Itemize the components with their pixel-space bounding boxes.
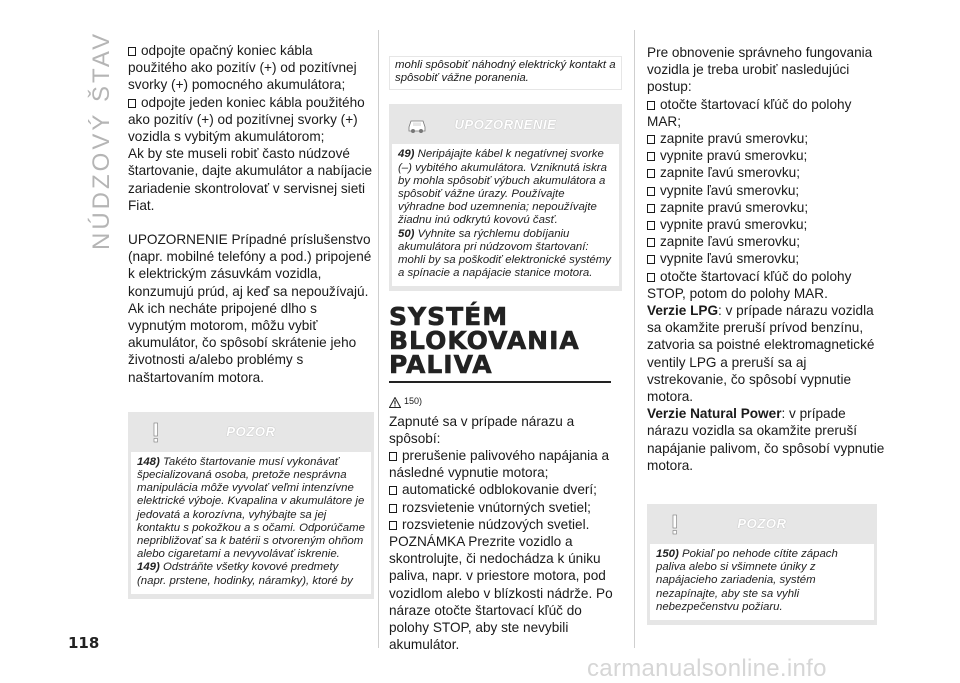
bullet-item: zapnite pravú smerovku; [647, 199, 887, 216]
checkbox-bullet-icon [128, 99, 136, 108]
bullet-item: zapnite pravú smerovku; [647, 130, 887, 147]
checkbox-bullet-icon [647, 204, 655, 213]
checkbox-bullet-icon [647, 221, 655, 230]
checkbox-bullet-icon [647, 187, 655, 196]
bullet-item: prerušenie palivového napájania a následné vypnutie motora; [389, 448, 610, 481]
checkbox-bullet-icon [647, 238, 655, 247]
column-divider-1 [378, 30, 379, 648]
warning-title: POZOR [226, 424, 276, 440]
heading-underline [389, 381, 611, 383]
pozor-warning-box [647, 504, 877, 625]
warning-title: UPOZORNENIE [454, 116, 557, 132]
car-damage-icon [405, 112, 429, 136]
lpg-label: Verzie LPG [647, 303, 719, 319]
column-divider-2 [634, 30, 635, 648]
warning-reference: 150) [389, 393, 622, 410]
bullet-item: odpojte opačný koniec kábla použitého ako pozitív (+) od pozitívnej svorky (+) pomocného akumulátora; [128, 43, 357, 93]
section-heading: SYSTÉM BLOKOVANIA PALIVA [389, 302, 580, 380]
watermark: carmanualsonline.info [587, 655, 827, 682]
upozornenie-warning-box [389, 104, 622, 291]
warning-triangle-icon [389, 397, 401, 408]
warning-body: 150) Pokiaľ po nehode cítite zápach paliva alebo si všimnete úniky z napájacieho zariadenia, systém nezapínajte, aby ste sa vyhli nebezpečenstvu požiaru. [649, 544, 875, 621]
bullet-item: zapnite ľavú smerovku; [647, 164, 887, 181]
warning-body: 49) Neripájajte kábel k negatívnej svorke (–) vybitého akumulátora. Vzniknutá iskra by mohla spôsobiť výbuch akumulátora a spôsobiť vážne úrazy. Používajte výhradne bod uzemnenia; nepoužívajte žiadnu inú odkrytú kovovú časť. 50) Vyhnite sa rýchlemu dobíjaniu akumulátora pri núdzovom štartovaní: mohli by sa poškodiť elektronické systémy a spínacie a napájacie stanice motora. [391, 144, 620, 287]
bullet-item: vypnite ľavú smerovku; [647, 250, 887, 267]
column-3 [647, 44, 887, 625]
chapter-side-title-text: NÚDZOVÝ ŠTAV [88, 30, 115, 250]
exclamation-warning-icon [144, 420, 168, 444]
warning-title: POZOR [737, 516, 787, 532]
warning-body: 148) Takéto štartovanie musí vykonávať špecializovaná osoba, pretože nesprávna manipulácia môže vyvolať veľmi intenzívne elektrické výboje. Kvapalina v akumulátore je jedovatá a korozívna, vyhýbajte sa jej kontaktu s pokožkou a s očami. Odporúčame nepribližovať sa k batérii s otvoreným ohňom alebo cigaretami a nevyvolávať iskrenie. 149) Odstráňte všetky kovové predmety (napr. prstene, hodinky, náramky), ktoré by [130, 452, 372, 595]
warning-header [389, 104, 622, 144]
checkbox-bullet-icon [647, 101, 655, 110]
page-number: 118 [68, 634, 100, 652]
paragraph: Verzie LPG: v prípade nárazu vozidla sa okamžite preruší prívod benzínu, zatvoria sa poistné elektromagnetické ventily LPG a preruší sa aj vstrekovanie, čo spôsobí vypnutie motora. [647, 303, 875, 405]
checkbox-bullet-icon [389, 521, 397, 530]
paragraph: Pre obnovenie správneho fungovania vozidla je treba urobiť nasledujúci postup: [647, 45, 873, 95]
natural-power-label: Verzie Natural Power [647, 406, 782, 422]
warning-header [647, 504, 877, 544]
bullet-item: vypnite pravú smerovku; [647, 216, 887, 233]
paragraph: Ak by ste museli robiť často núdzové štartovanie, dajte akumulátor a nabíjacie zariadenie skontrolovať v servisnej sieti Fiat. [128, 146, 373, 213]
column-2 [389, 56, 622, 653]
checkbox-bullet-icon [647, 152, 655, 161]
bullet-item: odpojte jeden koniec kábla použitého ako pozitív (+) od pozitívnej svorky (+) vozidla s vybitým akumulátorom; [128, 94, 365, 145]
bullet-item: otočte štartovací kľúč do polohy MAR; [647, 96, 852, 129]
checkbox-bullet-icon [389, 486, 397, 495]
checkbox-bullet-icon [647, 273, 655, 282]
bullet-item: otočte štartovací kľúč do polohy STOP, potom do polohy MAR. [647, 268, 852, 301]
warning-continuation: mohli spôsobiť náhodný elektrický kontakt a spôsobiť vážne poranenia. [389, 56, 622, 90]
bullet-item: rozsvietenie vnútorných svetiel; [389, 499, 622, 516]
checkbox-bullet-icon [389, 452, 397, 461]
paragraph: Zapnuté sa v prípade nárazu a spôsobí: [389, 413, 575, 446]
checkbox-bullet-icon [647, 135, 655, 144]
bullet-item: zapnite ľavú smerovku; [647, 233, 887, 250]
checkbox-bullet-icon [647, 255, 655, 264]
bullet-item: rozsvietenie núdzových svetiel. [389, 516, 622, 533]
pozor-warning-box [128, 412, 374, 599]
warning-header [128, 412, 374, 452]
paragraph: POZNÁMKA Prezrite vozidlo a skontrolujte, či nedochádza k úniku paliva, napr. v priestore motora, pod vozidlom alebo v blízkosti nádrže. Po náraze otočte štartovací kľúč do polohy STOP, aby ste nevybili akumulátor. [389, 534, 613, 653]
bullet-item: vypnite ľavú smerovku; [647, 182, 887, 199]
checkbox-bullet-icon [389, 504, 397, 513]
checkbox-bullet-icon [128, 47, 136, 56]
bullet-item: vypnite pravú smerovku; [647, 147, 887, 164]
paragraph: UPOZORNENIE Prípadné príslušenstvo (napr. mobilné telefóny a pod.) pripojené k elektrickým zásuvkám vozidla, konzumujú prúd, aj keď sa nepoužívajú. Ak ich necháte pripojené dlho s vypnutým motorom, môžu vybiť akumulátor, čo spôsobí skrátenie jeho životnosti a/alebo problémy s naštartovaním motora. [128, 232, 372, 385]
checkbox-bullet-icon [647, 169, 655, 178]
column-1 [128, 42, 374, 599]
chapter-side-title [88, 30, 116, 250]
exclamation-warning-icon [663, 512, 687, 536]
paragraph: Verzie Natural Power: v prípade nárazu vozidla sa okamžite preruší napájanie palivom, čo spôsobí vypnutie motora. [647, 406, 885, 473]
bullet-item: automatické odblokovanie dverí; [389, 481, 622, 498]
